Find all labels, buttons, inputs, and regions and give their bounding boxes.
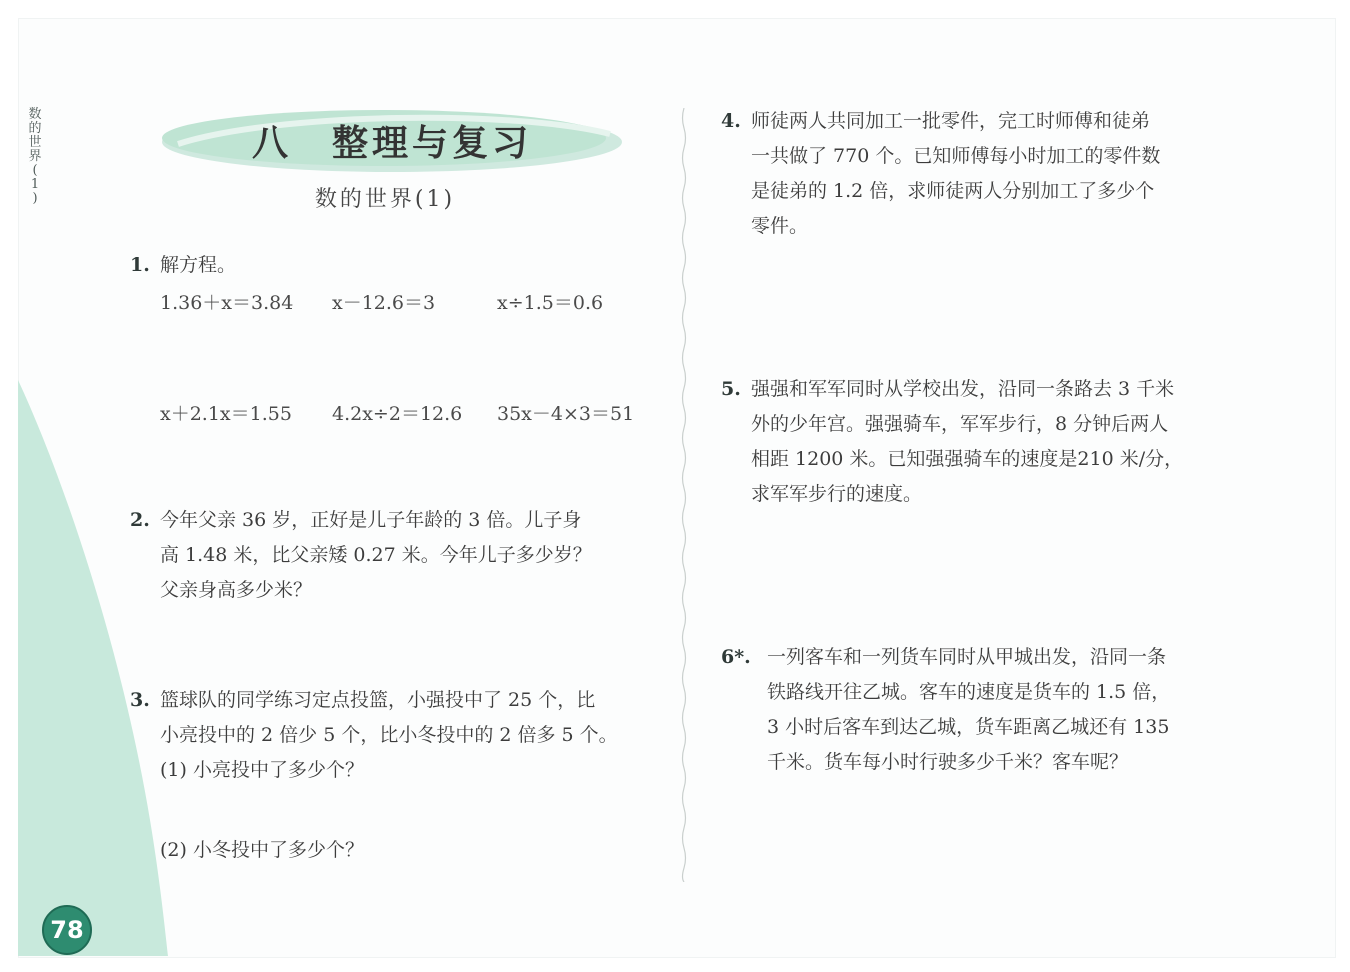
question-line: 一共做了 770 个。已知师傅每小时加工的零件数 xyxy=(751,145,1161,167)
chapter-number: 八 xyxy=(251,121,292,164)
question-line: 铁路线开往乙城。客车的速度是货车的 1.5 倍， xyxy=(767,681,1171,703)
question-line: 3 小时后客车到达乙城，货车距离乙城还有 135 xyxy=(767,716,1170,738)
question-line: 小亮投中的 2 倍少 5 个，比小冬投中的 2 倍多 5 个。 xyxy=(160,724,618,746)
equation: x－12.6＝3 xyxy=(332,292,436,314)
sub-question-1: (1) 小亮投中了多少个？ xyxy=(160,759,364,781)
question-prompt: 解方程。 xyxy=(160,254,237,276)
question-number: 1. xyxy=(130,254,150,276)
question-line: 是徒弟的 1.2 倍，求师徒两人分别加工了多少个 xyxy=(751,180,1155,202)
question-5 xyxy=(721,372,1241,512)
question-number: 2. xyxy=(130,509,150,531)
question-line: 强强和军军同时从学校出发，沿同一条路去 3 千米 xyxy=(751,378,1175,400)
question-2 xyxy=(130,503,650,608)
question-line: 篮球队的同学练习定点投篮，小强投中了 25 个，比 xyxy=(160,689,596,711)
chapter-title xyxy=(158,112,626,168)
question-number: 3. xyxy=(130,689,150,711)
question-line: 千米。货车每小时行驶多少千米？客车呢？ xyxy=(767,751,1129,773)
question-line: 外的少年宫。强强骑车，军军步行，8 分钟后两人 xyxy=(751,413,1169,435)
sub-question-2: (2) 小冬投中了多少个？ xyxy=(160,839,364,861)
question-line: 求军军步行的速度。 xyxy=(751,483,923,505)
question-3-part-2 xyxy=(130,833,650,868)
equation: x＋2.1x＝1.55 xyxy=(160,403,292,425)
page-divider xyxy=(681,108,687,882)
question-number: 5. xyxy=(721,378,741,400)
question-line: 高 1.48 米，比父亲矮 0.27 米。今年儿子多少岁？ xyxy=(160,544,592,566)
question-1 xyxy=(130,248,650,283)
equation: 35x－4×3＝51 xyxy=(497,403,635,425)
question-line: 一列客车和一列货车同时从甲城出发，沿同一条 xyxy=(767,646,1167,668)
question-line: 父亲身高多少米？ xyxy=(160,579,313,601)
equation: 1.36＋x＝3.84 xyxy=(160,292,294,314)
chapter-name: 整理与复习 xyxy=(332,121,533,164)
question-line: 零件。 xyxy=(751,215,809,237)
equation: x÷1.5＝0.6 xyxy=(497,292,604,314)
question-6 xyxy=(721,640,1241,780)
question-number: 6*. xyxy=(721,646,751,668)
page-number-badge: 78 xyxy=(42,905,92,955)
question-line: 师徒两人共同加工一批零件，完工时师傅和徒弟 xyxy=(751,110,1151,132)
question-4 xyxy=(721,104,1241,244)
section-title: 数的世界(1) xyxy=(314,187,456,212)
question-number: 4. xyxy=(721,110,741,132)
question-line: 相距 1200 米。已知强强骑车的速度是210 米/分， xyxy=(751,448,1184,470)
question-3 xyxy=(130,683,660,788)
book-series-title: 数 的 世 界 ( 1 ) xyxy=(28,107,42,206)
question-line: 今年父亲 36 岁，正好是儿子年龄的 3 倍。儿子身 xyxy=(160,509,582,531)
equation: 4.2x÷2＝12.6 xyxy=(332,403,463,425)
